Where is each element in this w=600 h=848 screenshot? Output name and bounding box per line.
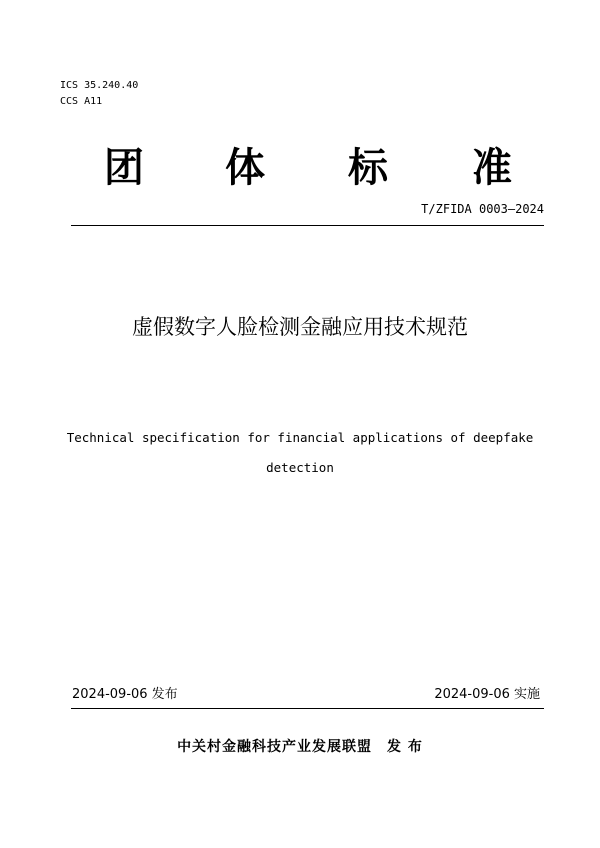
heading-char: 体 (225, 145, 265, 191)
heading-char: 准 (472, 145, 512, 191)
ccs-code: CCS A11 (60, 96, 103, 107)
ics-code: ICS 35.240.40 (60, 80, 139, 91)
top-divider (71, 225, 544, 226)
publisher: 中关村金融科技产业发展联盟 发 布 (177, 739, 423, 755)
heading-char: 团 (104, 145, 144, 191)
document-number: T/ZFIDA 0003—2024 (421, 202, 544, 216)
title-english-line2: detection (266, 460, 334, 475)
publish-date: 2024-09-06 发布 (72, 687, 178, 702)
heading-char: 标 (348, 145, 388, 191)
implement-date: 2024-09-06 实施 (434, 687, 540, 702)
bottom-divider (71, 708, 544, 709)
standard-type-heading (60, 143, 544, 195)
title-chinese: 虚假数字人脸检测金融应用技术规范 (132, 315, 468, 339)
title-english-line1: Technical specification for financial applications of deepfake (66, 430, 534, 445)
